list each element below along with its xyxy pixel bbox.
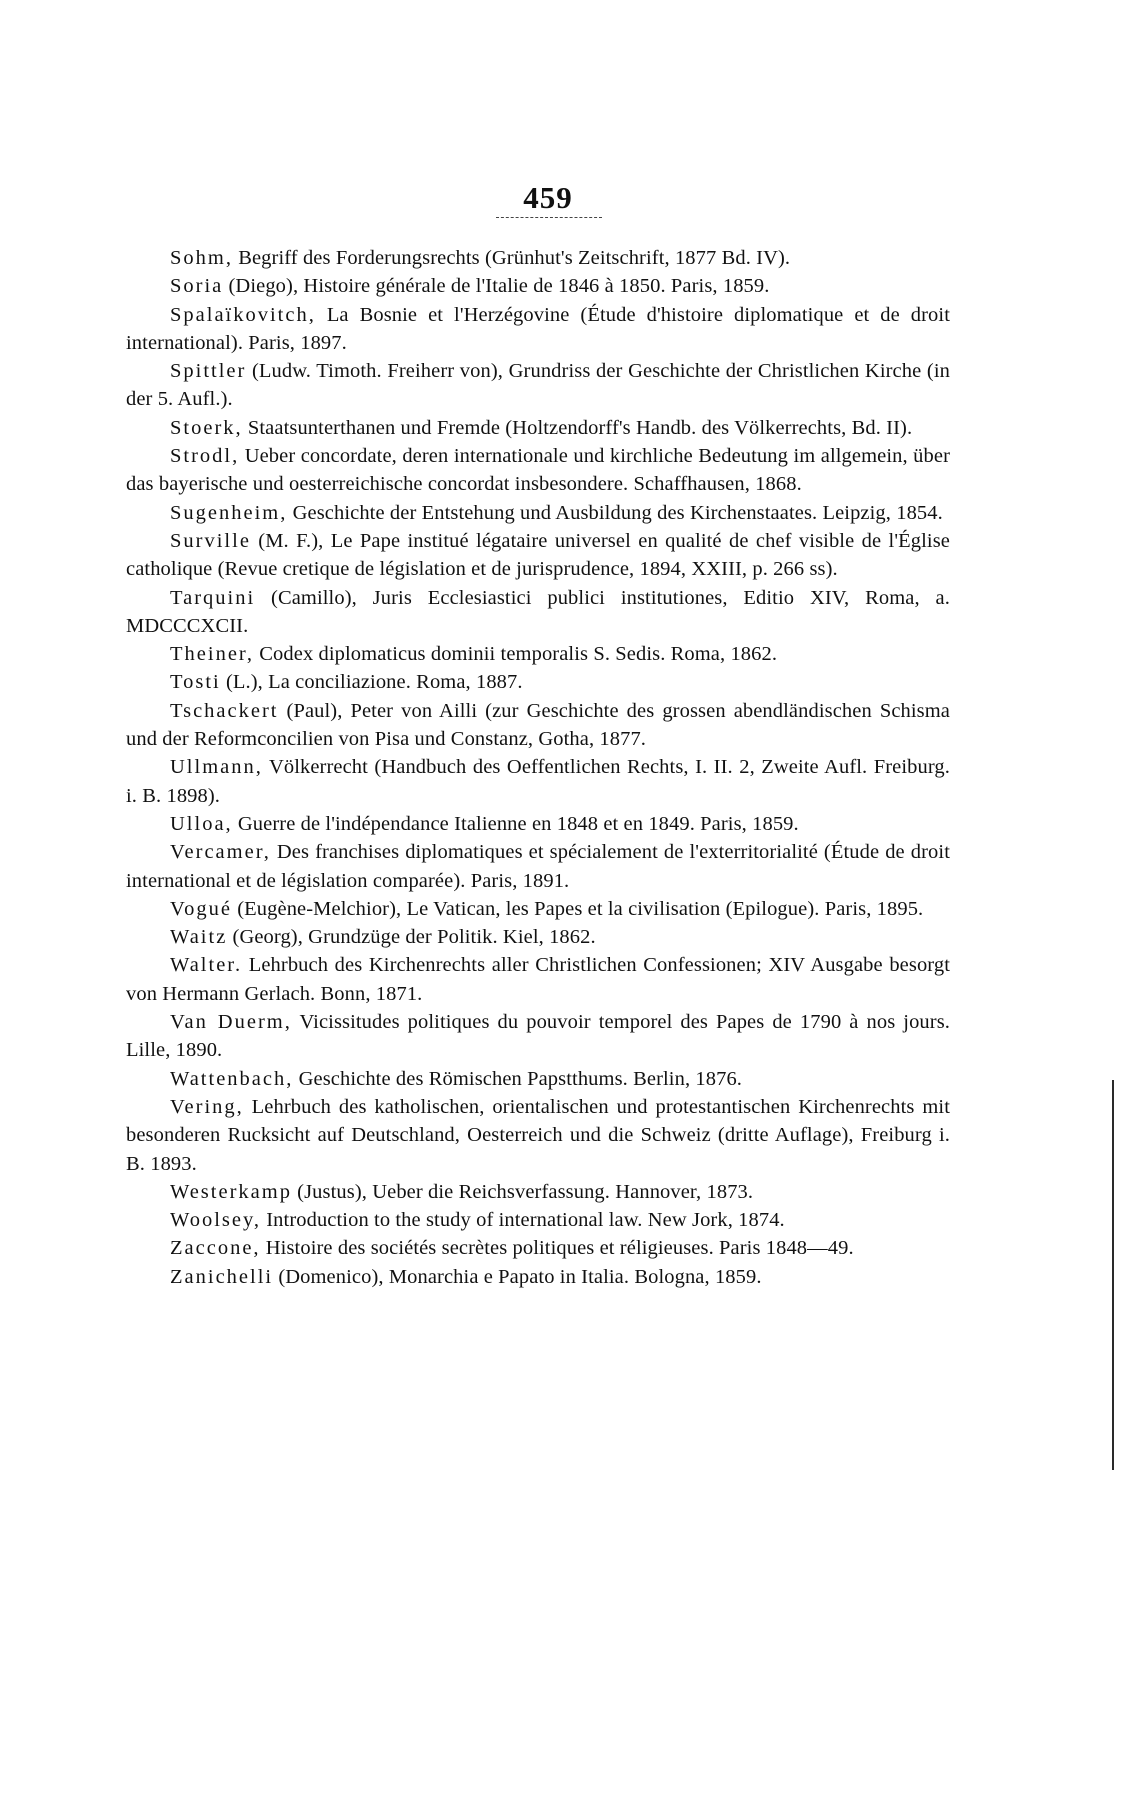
entry-author: Walter. (170, 954, 243, 977)
entry-author: Surville (170, 529, 251, 552)
bibliography-entry (126, 1206, 950, 1234)
bibliography-entry (126, 1008, 950, 1065)
entry-author: Tschackert (170, 699, 279, 722)
page-number: 459 (523, 180, 573, 215)
bibliography-entry (126, 272, 950, 300)
bibliography-entry (126, 1263, 950, 1291)
entry-text: Introduction to the study of international law. New Jork, 1874. (261, 1209, 785, 1232)
entry-text: Lehrbuch des katholischen, orientalischen und protestantischen Kirchenrechts mit besonderen Rucksicht auf Deutschland, Oesterreich und die Schweiz (dritte Auflage), Freiburg i. B. 1893. (126, 1095, 950, 1175)
entry-text: (M. F.), Le Pape institué légataire universel en qualité de chef visible de l'Église catholique (Revue cretique de législation et de jurisprudence, 1894, XXIII, p. 266 ss). (126, 529, 950, 581)
bibliography-entry (126, 244, 950, 272)
entry-text: (Georg), Grundzüge der Politik. Kiel, 1862. (227, 926, 596, 949)
entry-author: Sohm, (170, 247, 233, 269)
bibliography-entry (126, 1234, 950, 1262)
bibliography-entry (126, 1093, 950, 1178)
entry-text: La Bosnie et l'Herzégovine (Étude d'histoire diplomatique et de droit international). Paris, 1897. (126, 303, 950, 354)
entry-text: (Justus), Ueber die Reichsverfassung. Hannover, 1873. (291, 1180, 754, 1203)
bibliography-entry (126, 584, 950, 641)
bibliography-entry (126, 753, 950, 810)
bibliography-entry (126, 923, 950, 951)
entry-author: Ullmann, (170, 756, 263, 779)
entry-text: (Diego), Histoire générale de l'Italie de 1846 à 1850. Paris, 1859. (223, 275, 770, 298)
entry-text: (Camillo), Juris Ecclesiastici publici institutiones, Editio XIV, Roma, a. MDCCCXCII. (126, 586, 950, 637)
entry-author: Waitz (170, 926, 228, 949)
bibliography-entry (126, 951, 950, 1008)
entry-author: Tosti (170, 671, 221, 694)
entry-author: Westerkamp (170, 1180, 292, 1203)
entry-text: Codex diplomaticus dominii temporalis S. Sedis. Roma, 1862. (254, 643, 778, 666)
entry-text: Vicissitudes politiques du pouvoir temporel des Papes de 1790 à nos jours. Lille, 1890. (126, 1011, 951, 1062)
entry-text: Staatsunterthanen und Fremde (Holtzendorff's Handb. des Völkerrechts, Bd. II). (242, 416, 913, 439)
entry-author: Vogué (170, 897, 233, 920)
entry-text: (Eugène-Melchior), Le Vatican, les Papes et la civilisation (Epilogue). Paris, 1895. (232, 897, 924, 920)
entry-text: (Paul), Peter von Ailli (zur Geschichte des grossen abendländischen Schisma und der Reformconcilien von Pisa und Constanz, Gotha, 1877. (126, 699, 950, 751)
entry-author: Vering, (170, 1095, 244, 1118)
bibliography-entry (126, 527, 950, 584)
entry-author: Vercamer, (170, 841, 271, 864)
entry-author: Van Duerm, (170, 1011, 292, 1034)
entry-author: Tarquini (170, 586, 256, 609)
entry-author: Sugenheim, (170, 501, 288, 524)
entry-text: Geschichte des Römischen Papstthums. Berlin, 1876. (293, 1067, 743, 1090)
entry-text: Begriff des Forderungsrechts (Grünhut's Zeitschrift, 1877 Bd. IV). (232, 247, 791, 269)
bibliography-entry (126, 1178, 950, 1206)
entry-text: Völkerrecht (Handbuch des Oeffentlichen Rechts, I. II. 2, Zweite Aufl. Freiburg. i. B. 1898). (126, 756, 950, 807)
bibliography-entry (126, 640, 950, 668)
entry-author: Stoerk, (170, 416, 243, 439)
page-number-rule (496, 217, 602, 218)
entry-text: Guerre de l'indépendance Italienne en 1848 et en 1849. Paris, 1859. (232, 812, 799, 835)
bibliography-entry (126, 1065, 950, 1093)
entry-text: (Ludw. Timoth. Freiherr von), Grundriss der Geschichte der Christlichen Kirche (in der 5. Aufl.). (126, 360, 950, 411)
bibliography-entry (126, 838, 950, 895)
entry-author: Soria (170, 275, 224, 298)
bibliography-entry (126, 810, 950, 838)
entry-author: Strodl, (170, 445, 240, 468)
bibliography-entry (126, 668, 950, 696)
entry-author: Spalaïkovitch, (170, 303, 316, 326)
entry-author: Wattenbach, (170, 1067, 294, 1090)
entry-text: Des franchises diplomatiques et spécialement de l'exterritorialité (Étude de droit international et de législation comparée). Paris, 1891. (126, 841, 950, 892)
entry-text: Lehrbuch des Kirchenrechts aller Christlichen Confessionen; XIV Ausgabe besorgt von Hermann Gerlach. Bonn, 1871. (126, 954, 950, 1005)
entry-author: Theiner, (170, 643, 255, 666)
bibliography-entry (126, 414, 950, 442)
entry-author: Ulloa, (170, 812, 233, 835)
entry-author: Zanichelli (170, 1265, 274, 1288)
entry-text: Ueber concordate, deren internationale und kirchliche Bedeutung im allgemein, über das bayerische und oesterreichische concordat insbesondere. Schaffhausen, 1868. (126, 445, 950, 496)
bibliography-list (126, 244, 950, 1291)
bibliography-entry (126, 697, 950, 754)
entry-text: Histoire des sociétés secrètes politiques et réligieuses. Paris 1848—49. (260, 1237, 854, 1260)
scan-edge-line (1112, 1080, 1114, 1470)
entry-text: (Domenico), Monarchia e Papato in Italia. Bologna, 1859. (273, 1265, 762, 1288)
entry-text: Geschichte der Entstehung und Ausbildung des Kirchenstaates. Leipzig, 1854. (287, 501, 943, 524)
entry-author: Zaccone, (170, 1237, 261, 1260)
entry-author: Woolsey, (170, 1209, 262, 1232)
bibliography-entry (126, 301, 950, 358)
bibliography-entry (126, 442, 950, 499)
bibliography-entry (126, 499, 950, 527)
bibliography-entry (126, 895, 950, 923)
entry-author: Spittler (170, 360, 247, 383)
entry-text: (L.), La conciliazione. Roma, 1887. (220, 671, 523, 694)
bibliography-entry (126, 357, 950, 414)
